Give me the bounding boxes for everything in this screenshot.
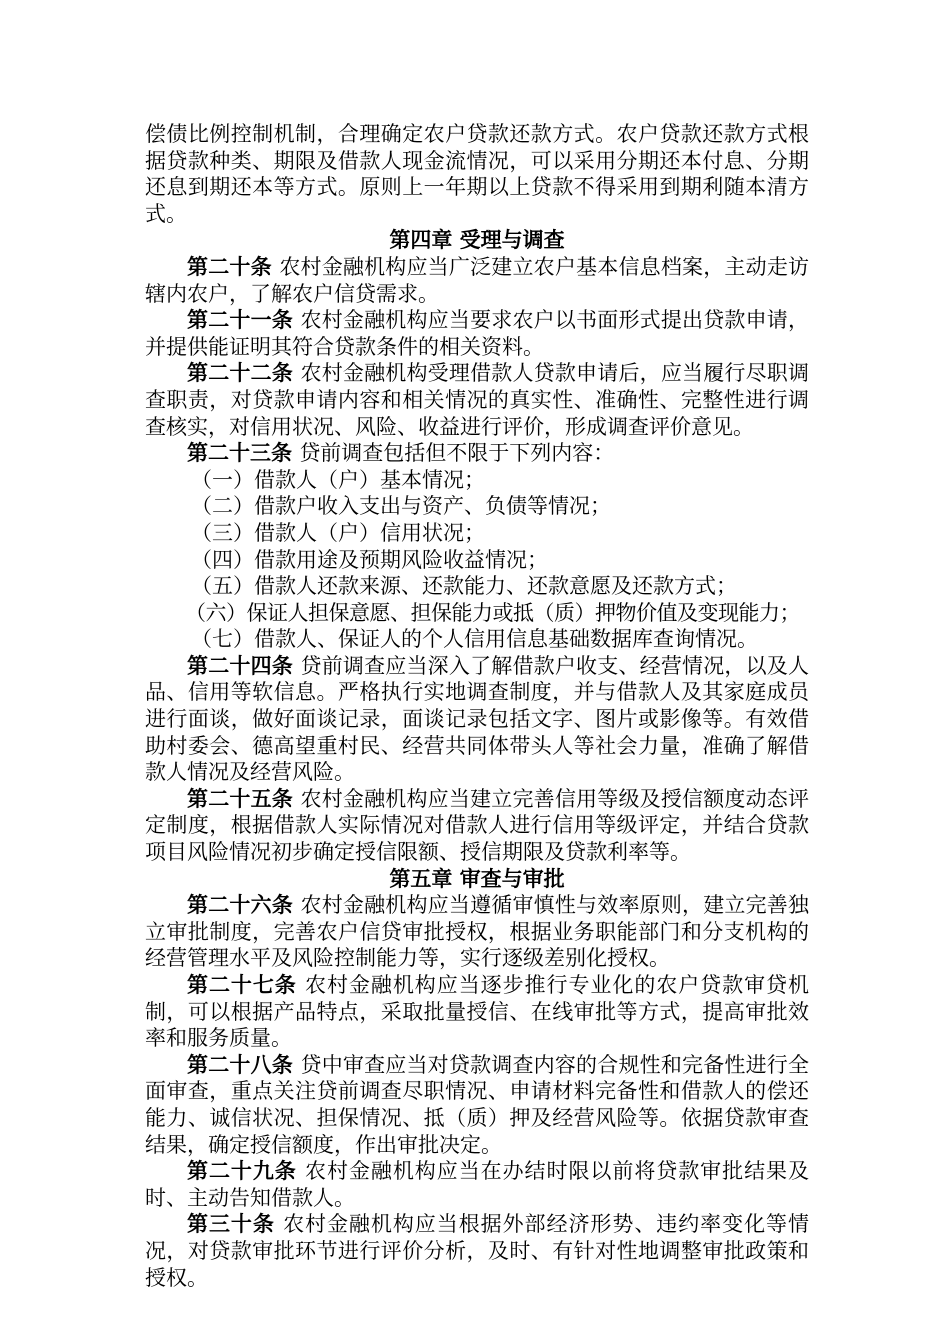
- list-item: （五）借款人还款来源、还款能力、还款意愿及还款方式；: [191, 574, 737, 599]
- article-21: [145, 307, 809, 360]
- article-28: [145, 1052, 809, 1158]
- article-24-text: 贷前调查应当深入了解借款户收支、经营情况，以及人品、信用等软信息。严格执行实地调查制度，并与借款人及其家庭成员进行面谈，做好面谈记录，面谈记录包括文字、图片或影像等。有效借助村委会、德高望重村民、经营共同体带头人等社会力量，准确了解借款人情况及经营风险。: [145, 653, 810, 785]
- article-30: [145, 1211, 809, 1291]
- article-28-label: 第二十八条: [187, 1051, 293, 1077]
- article-27-label: 第二十七条: [187, 972, 297, 997]
- article-27: [145, 972, 809, 1052]
- article-30-text: 农村金融机构应当根据外部经济形势、违约率变化等情况，对贷款审批环节进行评价分析，及时、有针对性地调整审批政策和授权。: [145, 1212, 809, 1290]
- article-21-label: 第二十一条: [187, 307, 293, 333]
- article-29: [145, 1158, 809, 1211]
- chapter-5-heading: 第五章 审查与审批: [389, 865, 565, 891]
- article-22-text: 农村金融机构受理借款人贷款申请后，应当履行尽职调查职责，对贷款申请内容和相关情况的真实性、准确性、完整性进行调查核实，对信用状况、风险、收益进行评价，形成调查评价意见。: [145, 361, 810, 439]
- article-23: [145, 440, 809, 467]
- list-item: （四）借款用途及预期风险收益情况；: [191, 547, 548, 572]
- article-26: [145, 892, 809, 972]
- continuation-paragraph: 偿债比例控制机制，合理确定农户贷款还款方式。农户贷款还款方式根据贷款种类、期限及借款人现金流情况，可以采用分期还本付息、分期还息到期还本等方式。原则上一年期以上贷款不得采用到期利随本清方式。: [145, 122, 809, 226]
- list-item: （七）借款人、保证人的个人信用信息基础数据库查询情况。: [191, 627, 758, 652]
- article-25-label: 第二十五条: [187, 785, 293, 811]
- article-27-text: 农村金融机构应当逐步推行专业化的农户贷款审贷机制，可以根据产品特点，采取批量授信、在线审批等方式，提高审批效率和服务质量。: [145, 973, 809, 1051]
- list-item: （二）借款户收入支出与资产、负债等情况；: [191, 494, 611, 519]
- article-20-label: 第二十条: [187, 253, 272, 279]
- article-26-label: 第二十六条: [187, 892, 293, 918]
- list-item: （一）借款人（户）基本情况；: [191, 467, 485, 492]
- article-22-label: 第二十二条: [187, 360, 293, 386]
- article-23-text: 贷前调查包括但不限于下列内容：: [299, 441, 615, 466]
- document-page: [145, 121, 809, 1291]
- article-29-label: 第二十九条: [187, 1158, 297, 1184]
- article-20: [145, 254, 809, 307]
- article-26-text: 农村金融机构应当遵循审慎性与效率原则，建立完善独立审批制度，完善农户信贷审批授权，根据业务职能部门和分支机构的经营管理水平及风险控制能力等，实行逐级差别化授权。: [145, 893, 810, 971]
- article-25-text: 农村金融机构应当建立完善信用等级及授信额度动态评定制度，根据借款人实际情况对借款人进行信用等级评定，并结合贷款项目风险情况初步确定授信限额、授信期限及贷款利率等。: [145, 786, 810, 865]
- article-24: [145, 653, 809, 786]
- article-24-label: 第二十四条: [187, 652, 293, 678]
- article-25: [145, 786, 809, 866]
- article-29-text: 农村金融机构应当在办结时限以前将贷款审批结果及时、主动告知借款人。: [145, 1159, 809, 1210]
- article-23-label: 第二十三条: [187, 440, 292, 466]
- list-item: （六）保证人担保意愿、担保能力或抵（质）押物价值及变现能力；: [185, 600, 800, 625]
- chapter-4-heading: 第四章 受理与调查: [389, 227, 565, 253]
- article-20-text: 农村金融机构应当广泛建立农户基本信息档案，主动走访辖内农户，了解农户信贷需求。: [145, 254, 810, 306]
- article-28-text: 贷中审查应当对贷款调查内容的合规性和完备性进行全面审查，重点关注贷前调查尽职情况、申请材料完备性和借款人的偿还能力、诚信状况、担保情况、抵（质）押及经营风险等。依据贷款审查结果，确定授信额度，作出审批决定。: [145, 1052, 810, 1157]
- article-30-label: 第三十条: [187, 1211, 275, 1237]
- list-item: （三）借款人（户）信用状况；: [191, 520, 485, 545]
- article-21-text: 农村金融机构应当要求农户以书面形式提出贷款申请，并提供能证明其符合贷款条件的相关资料。: [145, 308, 810, 359]
- article-22: [145, 360, 809, 440]
